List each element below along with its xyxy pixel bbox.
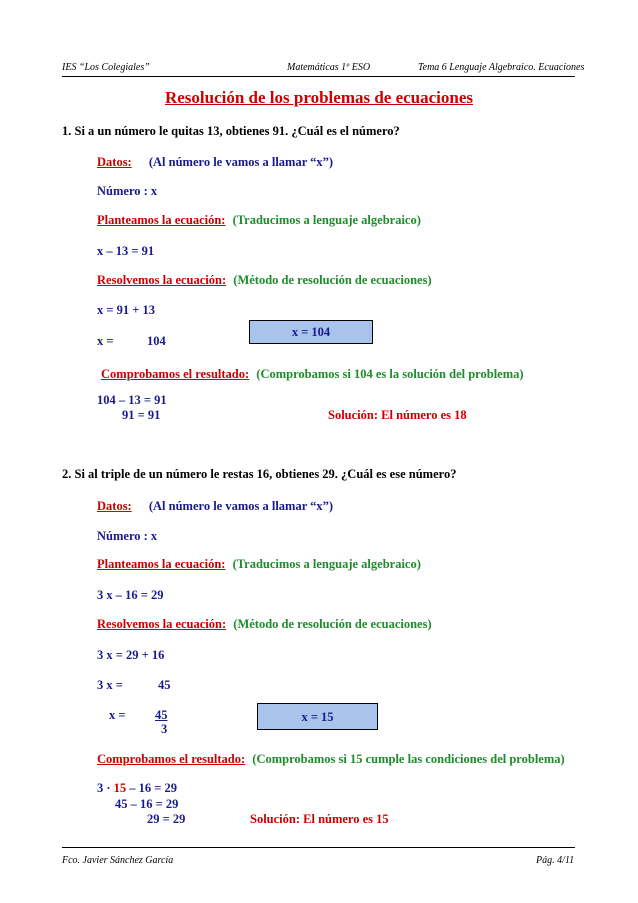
p1-equation: x – 13 = 91 [97,244,155,258]
p2-check1-a: 3 · [97,781,114,795]
p2-check2: 45 – 16 = 29 [115,797,179,811]
p1-check1: 104 – 13 = 91 [97,393,167,407]
p1-resolver-label: Resolvemos la ecuación: [97,273,227,287]
p1-plantear-label: Planteamos la ecuación: [97,213,226,227]
p2-datos-line [97,499,333,514]
header-rule [62,76,575,77]
footer-rule [62,847,575,848]
p2-step3-lhs: x = [109,708,126,722]
p2-plantear-text: (Traducimos a lenguaje algebraico) [232,557,421,571]
p1-step2-value: 104 [147,334,166,348]
p2-equation: 3 x – 16 = 29 [97,588,164,602]
p2-resolver-text: (Método de resolución de ecuaciones) [233,617,432,631]
p2-datos-label: Datos: [97,499,132,513]
problem-2-question: 2. Si al triple de un número le restas 16, obtienes 29. ¿Cuál es ese número? [62,467,457,481]
p1-datos-text: (Al número le vamos a llamar “x”) [148,155,334,169]
p1-check2: 91 = 91 [122,408,161,422]
p2-resolver-label: Resolvemos la ecuación: [97,617,227,631]
p2-datos-text: (Al número le vamos a llamar “x”) [148,499,334,513]
p1-comprobar-line [101,367,524,382]
p1-datos-label: Datos: [97,155,132,169]
p2-check1-b: 15 [113,781,127,795]
p2-comprobar-line [97,752,565,767]
p1-answer-box: x = 104 [249,320,373,344]
p2-resolver-line [97,617,432,632]
p2-fraction-denominator: 3 [161,722,168,736]
p1-plantear-text: (Traducimos a lenguaje algebraico) [232,213,421,227]
p1-step1: x = 91 + 13 [97,303,155,317]
footer-page-number: Pág. 4/11 [536,855,575,866]
p2-numero: Número : x [97,529,158,543]
p2-comprobar-label: Comprobamos el resultado: [97,752,246,766]
p2-answer-box: x = 15 [257,703,378,730]
p1-datos-line [97,155,333,170]
footer-author: Fco. Javier Sánchez García [62,855,174,866]
p1-resolver-line [97,273,432,288]
p1-resolver-text: (Método de resolución de ecuaciones) [233,273,432,287]
p1-plantear-line [97,213,421,228]
p2-plantear-label: Planteamos la ecuación: [97,557,226,571]
p2-check1-c: – 16 = 29 [126,781,178,795]
p2-check1 [97,781,177,796]
page-title: Resolución de los problemas de ecuaciones [164,88,474,107]
p1-numero: Número : x [97,184,158,198]
p1-comprobar-label: Comprobamos el resultado: [101,367,250,381]
header-school: IES “Los Colegiales” [62,62,150,73]
p1-comprobar-text: (Comprobamos si 104 es la solución del problema) [256,367,524,381]
p2-step2-lhs: 3 x = [97,678,123,692]
header-topic: Tema 6 Lenguaje Algebraico. Ecuaciones [418,62,585,73]
header-subject: Matemáticas 1º ESO [287,62,371,73]
p1-step2-lhs: x = [97,334,114,348]
p2-plantear-line [97,557,421,572]
p2-step2-value: 45 [158,678,171,692]
p2-fraction-numerator: 45 [155,708,168,722]
p2-solution: Solución: El número es 15 [250,812,389,826]
p2-check3: 29 = 29 [147,812,186,826]
p1-solution: Solución: El número es 18 [328,408,467,422]
p2-step1: 3 x = 29 + 16 [97,648,165,662]
problem-1-question: 1. Si a un número le quitas 13, obtienes 91. ¿Cuál es el número? [62,124,400,138]
p2-comprobar-text: (Comprobamos si 15 cumple las condiciones del problema) [252,752,565,766]
